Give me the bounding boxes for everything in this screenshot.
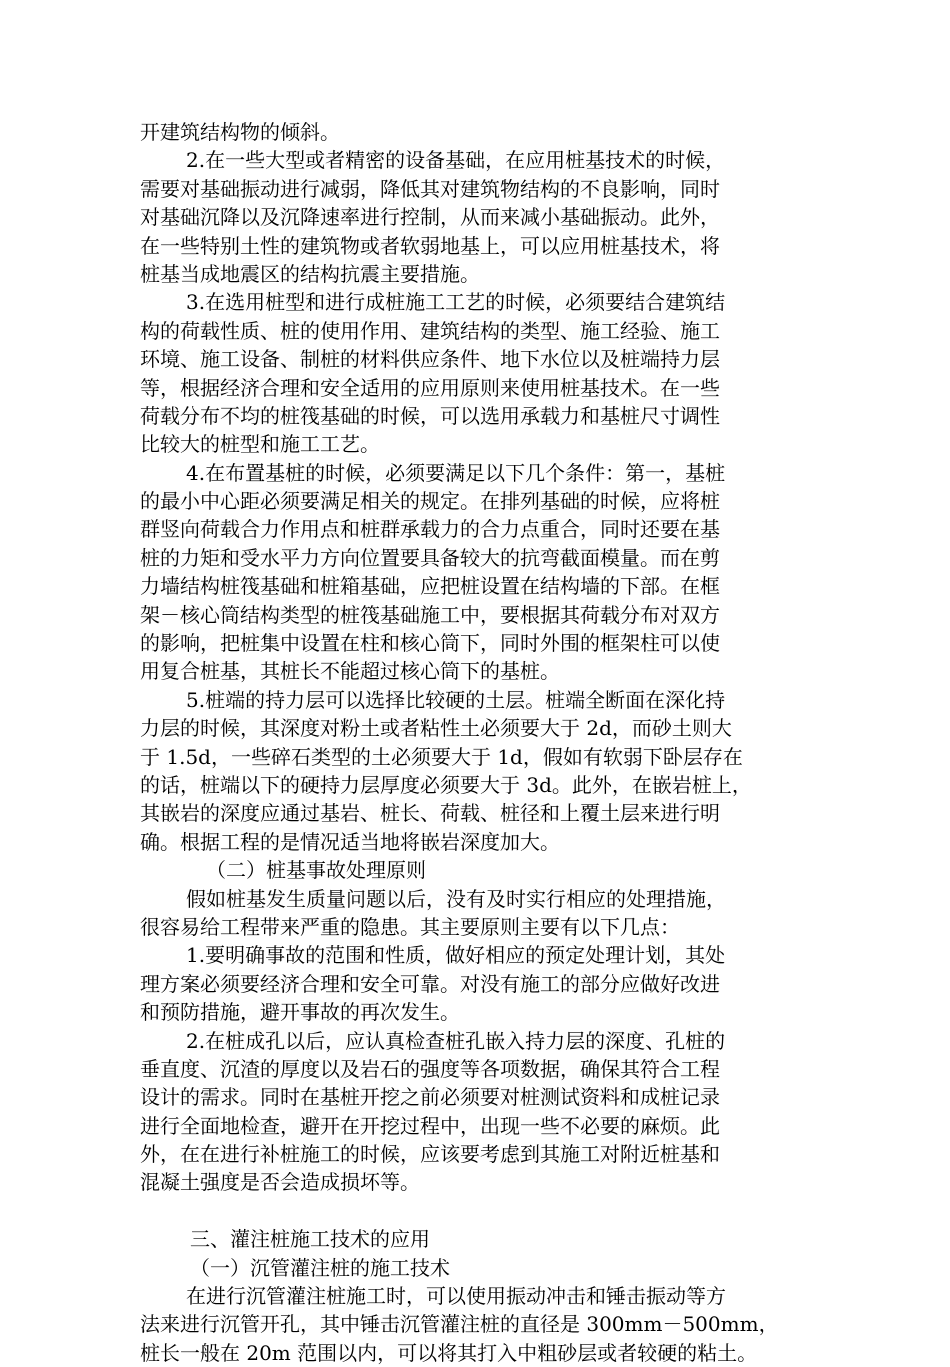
text-line: 架－核心筒结构类型的桩筏基础施工中，要根据其荷载分布对双方 (140, 602, 720, 627)
text-line: 理方案必须要经济合理和安全可靠。对没有施工的部分应做好改进 (140, 971, 720, 996)
text-line: 桩长一般在 20m 范围以内，可以将其打入中粗砂层或者较硬的粘土。 (140, 1340, 758, 1365)
text-line: 外，在在进行补桩施工的时候，应该要考虑到其施工对附近桩基和 (140, 1142, 720, 1167)
text-line: 在进行沉管灌注桩施工时，可以使用振动冲击和锤击振动等方 (186, 1284, 726, 1309)
text-line: 等，根据经济合理和安全适用的应用原则来使用桩基技术。在一些 (140, 375, 720, 400)
text-line: 需要对基础振动进行减弱，降低其对建筑物结构的不良影响，同时 (140, 176, 720, 201)
blank-line (140, 1197, 820, 1225)
text-line: 群竖向荷载合力作用点和桩群承载力的合力点重合，同时还要在基 (140, 517, 720, 542)
text-line: 2.在一些大型或者精密的设备基础，在应用桩基技术的时候， (186, 148, 726, 173)
text-line: 于 1.5d，一些碎石类型的土必须要大于 1d，假如有软弱下卧层存在 (140, 744, 743, 769)
text-line: 和预防措施，避开事故的再次发生。 (140, 1000, 460, 1025)
text-line: 用复合桩基，其桩长不能超过核心筒下的基桩。 (140, 659, 560, 684)
text-line: 确。根据工程的是情况适当地将嵌岩深度加大。 (140, 829, 560, 854)
text-line: 的影响，把桩集中设置在柱和核心筒下，同时外围的框架柱可以使 (140, 631, 720, 656)
subsection-heading-sinking-tube (140, 1254, 820, 1282)
text-line: 构的荷载性质、桩的使用作用、建筑结构的类型、施工经验、施工 (140, 318, 720, 343)
text-line: 法来进行沉管开孔，其中锤击沉管灌注桩的直径是 300mm－500mm， (140, 1312, 779, 1337)
text-line: 设计的需求。同时在基桩开挖之前必须要对桩测试资料和成桩记录 (140, 1085, 720, 1110)
text-line: 荷载分布不均的桩筏基础的时候，可以选用承载力和基桩尺寸调性 (140, 403, 720, 428)
text-line: 力墙结构桩筏基础和桩箱基础，应把桩设置在结构墙的下部。在框 (140, 574, 720, 599)
text-line: 力层的时候，其深度对粉土或者粘性土必须要大于 2d，而砂土则大 (140, 716, 732, 741)
paragraph-continuation (140, 118, 820, 146)
text-line: 混凝土强度是否会造成损坏等。 (140, 1170, 420, 1195)
paragraph-item-3 (140, 288, 820, 458)
text-line: 进行全面地检查，避开在开挖过程中，出现一些不必要的麻烦。此 (140, 1113, 720, 1138)
document-body (140, 118, 820, 1367)
text-line: 在一些特别土性的建筑物或者软弱地基上，可以应用桩基技术，将 (140, 233, 720, 258)
paragraph-sinking-tube (140, 1282, 820, 1367)
text-line: 桩基当成地震区的结构抗震主要措施。 (140, 261, 480, 286)
paragraph-principle-2 (140, 1027, 820, 1197)
subsection-heading: （一）沉管灌注桩的施工技术 (190, 1255, 450, 1280)
text-line: 开建筑结构物的倾斜。 (140, 120, 340, 144)
paragraph-item-4 (140, 459, 820, 686)
text-line: 的话，桩端以下的硬持力层厚度必须要大于 3d。此外，在嵌岩桩上， (140, 772, 752, 797)
text-line: 环境、施工设备、制桩的材料供应条件、地下水位以及桩端持力层 (140, 347, 720, 372)
text-line: 垂直度、沉渣的厚度以及岩石的强度等各项数据，确保其符合工程 (140, 1056, 720, 1081)
text-line: 3.在选用桩型和进行成桩施工工艺的时候，必须要结合建筑结 (186, 290, 726, 315)
text-line: 对基础沉降以及沉降速率进行控制，从而来减小基础振动。此外， (140, 205, 720, 230)
section-heading: （二）桩基事故处理原则 (206, 858, 426, 883)
text-line: 其嵌岩的深度应通过基岩、桩长、荷载、桩径和上覆土层来进行明 (140, 801, 720, 826)
text-line: 1.要明确事故的范围和性质，做好相应的预定处理计划，其处 (186, 943, 726, 968)
text-line: 桩的力矩和受水平力方向位置要具备较大的抗弯截面模量。而在剪 (140, 545, 720, 570)
text-line: 很容易给工程带来严重的隐患。其主要原则主要有以下几点： (140, 914, 680, 939)
section-heading-accident-principles (140, 856, 820, 884)
paragraph-intro (140, 885, 820, 942)
text-line: 假如桩基发生质量问题以后，没有及时实行相应的处理措施， (186, 886, 726, 911)
text-line: 4.在布置基桩的时候，必须要满足以下几个条件：第一，基桩 (186, 460, 726, 485)
paragraph-item-5 (140, 686, 820, 856)
section-heading-cast-in-place (140, 1225, 820, 1253)
text-line: 的最小中心距必须要满足相关的规定。在排列基础的时候，应将桩 (140, 489, 720, 514)
text-line: 比较大的桩型和施工工艺。 (140, 432, 380, 457)
section-heading: 三、灌注桩施工技术的应用 (190, 1227, 430, 1252)
text-line: 5.桩端的持力层可以选择比较硬的土层。桩端全断面在深化持 (186, 687, 726, 712)
text-line: 2.在桩成孔以后，应认真检查桩孔嵌入持力层的深度、孔桩的 (186, 1028, 726, 1053)
paragraph-principle-1 (140, 941, 820, 1026)
paragraph-item-2 (140, 146, 820, 288)
